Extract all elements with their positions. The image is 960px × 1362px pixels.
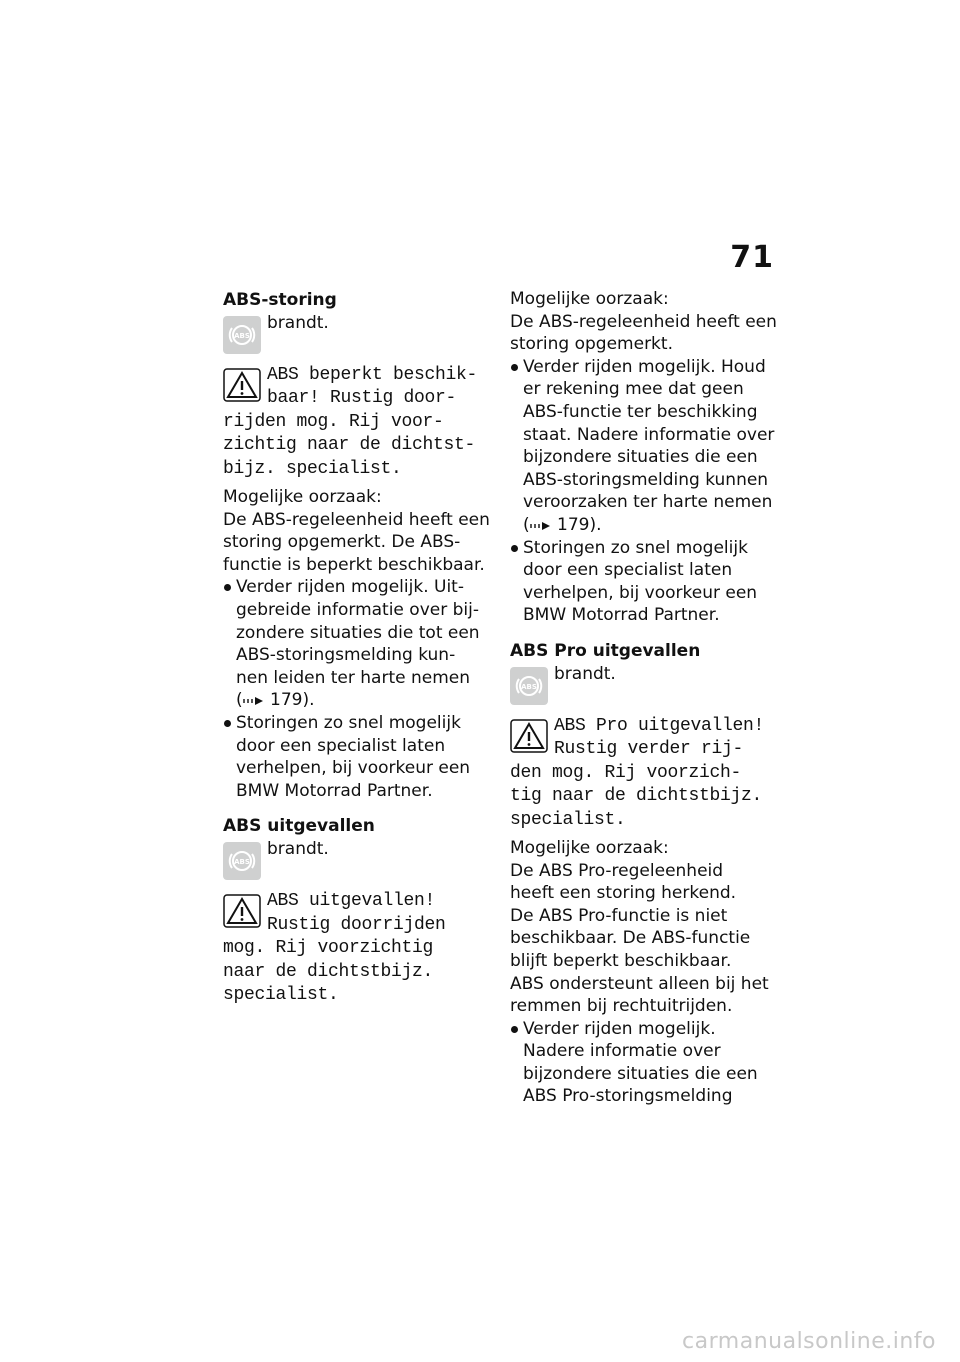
list-item-line: ABS Pro-storingsmelding	[523, 1086, 733, 1107]
warning-message	[510, 715, 778, 832]
section-title-abs-pro-uitgevallen: ABS Pro uitgevallen	[510, 640, 701, 661]
page-reference[interactable]	[236, 689, 491, 712]
paragraph-line: remmen bij rechtuitrijden.	[510, 996, 733, 1017]
warning-line: ABS Pro uitgevallen!	[554, 715, 765, 736]
warning-triangle-icon	[223, 368, 261, 402]
right-column	[510, 288, 778, 1108]
page-number: 71	[730, 240, 774, 275]
list-item-line: ABS-functie ter beschikking	[523, 401, 758, 422]
lamp-status: brandt.	[554, 663, 616, 684]
reference-page: 179).	[557, 514, 602, 535]
paragraph-line: ABS ondersteunt alleen bij het	[510, 973, 769, 994]
section-title-abs-storing: ABS-storing	[223, 290, 337, 310]
warning-line: baar! Rustig door-	[267, 388, 457, 409]
list-item	[510, 1018, 778, 1108]
page-reference-arrow-icon	[243, 695, 265, 707]
abs-warning-lamp-icon	[223, 842, 261, 880]
list-item-line: nen leiden ter harte nemen	[236, 667, 470, 688]
warning-line: den mog. Rij voorzich-	[510, 762, 742, 783]
warning-line: ABS uitgevallen!	[267, 891, 436, 912]
warning-line: bijz. specialist.	[223, 458, 402, 479]
warning-line: specialist.	[223, 984, 339, 1005]
svg-text:ABS: ABS	[234, 858, 250, 867]
list-item-line: Verder rijden mogelijk. Uit-	[236, 577, 464, 598]
list-item-line: door een specialist laten	[523, 560, 733, 581]
list-item-line: Verder rijden mogelijk.	[523, 1018, 716, 1039]
warning-message	[223, 364, 491, 481]
warning-line: Rustig verder rij-	[554, 739, 744, 760]
cause-label: Mogelijke oorzaak:	[510, 289, 669, 309]
paragraph-line: beschikbaar. De ABS-functie	[510, 928, 751, 949]
page-reference[interactable]	[523, 514, 778, 537]
warning-line: specialist.	[510, 809, 626, 830]
list-item-line: Storingen zo snel mogelijk	[236, 712, 461, 733]
warning-message	[223, 890, 491, 1007]
list-item	[510, 356, 778, 537]
list-item-line: veroorzaken ter harte nemen	[523, 492, 773, 513]
lamp-status: brandt.	[267, 839, 329, 860]
warning-line: Rustig doorrijden	[267, 914, 446, 935]
svg-text:ABS: ABS	[234, 332, 250, 340]
list-item-line: BMW Motorrad Partner.	[523, 605, 720, 626]
svg-text:ABS: ABS	[521, 682, 537, 691]
warning-line: mog. Rij voorzichtig	[223, 938, 434, 959]
list-item-line: bijzondere situaties die een	[523, 447, 758, 468]
warning-line: tig naar de dichtstbijz.	[510, 786, 763, 807]
list-item	[510, 537, 778, 627]
lamp-row	[223, 838, 491, 890]
list-item-line: verhelpen, bij voorkeur een	[523, 582, 758, 603]
left-column	[223, 288, 491, 1007]
lamp-row	[223, 312, 491, 364]
lamp-status: brandt.	[267, 313, 329, 333]
page-reference-arrow-icon	[530, 520, 552, 532]
paragraph-line: De ABS Pro-functie is niet	[510, 905, 728, 926]
cause-label: Mogelijke oorzaak:	[223, 487, 382, 508]
reference-open: (	[523, 514, 530, 535]
warning-line: ABS beperkt beschik-	[267, 365, 478, 385]
section-title-abs-uitgevallen: ABS uitgevallen	[223, 816, 375, 837]
abs-warning-lamp-icon	[223, 316, 261, 354]
list-item-line: ABS-storingsmelding kun-	[236, 645, 456, 666]
paragraph-line: storing opgemerkt.	[510, 334, 673, 355]
list-item-line: er rekening mee dat geen	[523, 379, 744, 400]
list-item-line: door een specialist laten	[236, 735, 446, 756]
list-item-line: BMW Motorrad Partner.	[236, 780, 433, 801]
list-item	[223, 576, 491, 712]
paragraph-line: De ABS-regeleenheid heeft een	[510, 311, 777, 332]
list-item-line: gebreide informatie over bij-	[236, 600, 479, 620]
warning-line: naar de dichtstbijz.	[223, 961, 434, 982]
warning-triangle-icon	[223, 894, 261, 928]
paragraph-line: heeft een storing herkend.	[510, 883, 737, 904]
abs-warning-lamp-icon	[510, 667, 548, 705]
reference-open: (	[236, 690, 243, 711]
paragraph-line: De ABS-regeleenheid heeft een	[223, 509, 490, 530]
list-item-line: Verder rijden mogelijk. Houd	[523, 356, 766, 377]
list-item-line: bijzondere situaties die een	[523, 1063, 758, 1084]
list-item	[223, 712, 491, 802]
cause-label: Mogelijke oorzaak:	[510, 837, 669, 858]
list-item-line: Nadere informatie over	[523, 1041, 721, 1062]
watermark: carmanualsonline.info	[682, 1329, 936, 1354]
reference-page: 179).	[270, 690, 315, 711]
paragraph-line: De ABS Pro-regeleenheid	[510, 860, 724, 881]
list-item-line: Storingen zo snel mogelijk	[523, 537, 748, 558]
warning-triangle-icon	[510, 719, 548, 753]
list-item-line: staat. Nadere informatie over	[523, 424, 775, 445]
paragraph-line: storing opgemerkt. De ABS-	[223, 532, 461, 553]
list-item-line: ABS-storingsmelding kunnen	[523, 469, 769, 490]
warning-line: rijden mog. Rij voor-	[223, 411, 444, 432]
list-item-line: verhelpen, bij voorkeur een	[236, 758, 471, 779]
lamp-row	[510, 663, 778, 715]
list-item-line: zondere situaties die tot een	[236, 622, 480, 643]
paragraph-line: blijft beperkt beschikbaar.	[510, 950, 732, 971]
warning-line: zichtig naar de dichtst-	[223, 435, 476, 456]
paragraph-line: functie is beperkt beschikbaar.	[223, 554, 485, 575]
